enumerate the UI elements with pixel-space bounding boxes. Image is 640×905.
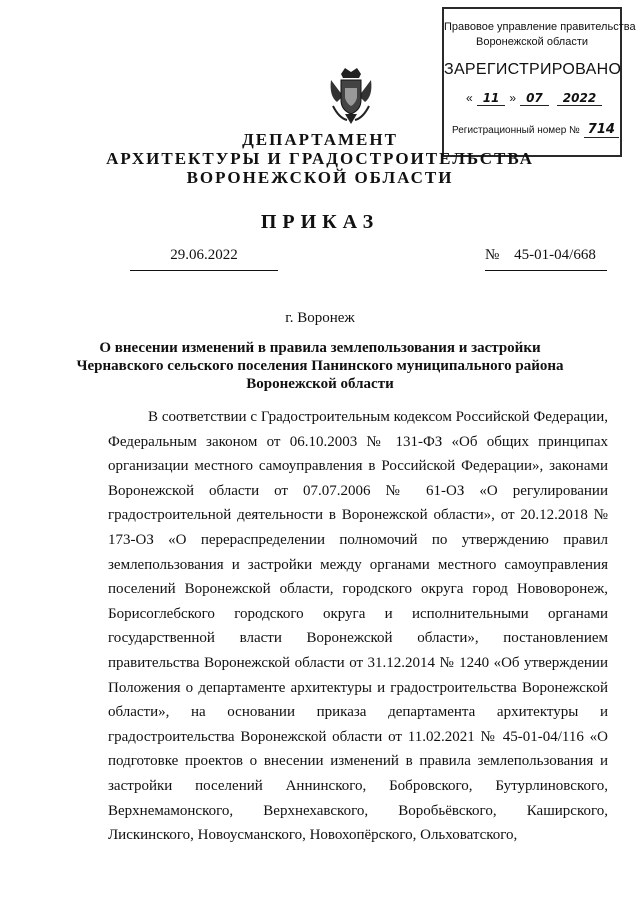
city: г. Воронеж xyxy=(285,310,355,326)
stamp-registered: ЗАРЕГИСТРИРОВАНО xyxy=(444,61,622,78)
stamp-date-day: 11 xyxy=(477,91,506,106)
department-header-line2: АРХИТЕКТУРЫ И ГРАДОСТРОИТЕЛЬСТВА xyxy=(106,149,534,168)
document-date: 29.06.2022 xyxy=(170,247,238,263)
department-header-line3: ВОРОНЕЖСКОЙ ОБЛАСТИ xyxy=(186,168,454,187)
number-underline xyxy=(485,270,607,271)
stamp-date: « 11 » 07 2022 xyxy=(466,91,606,106)
number-sign: № xyxy=(485,247,500,263)
document-body: В соответствии с Градостроительным кодексом Российской Федерации, Федеральным законом от 06.10.2003 № 131-ФЗ «Об общих принципах организации местного самоуправления в Российской Федерации», законами Воронежской области от 07.07.2006 № 61-ОЗ «О регулировании градостроительной деятельности в Воронежской области», от 20.12.2018 № 173-ОЗ «О перераспределении полномочий по утверждению правил землепользования и застройки между органами местного самоуправления поселений Воронежской области, городского округа город Нововоронеж, Борисоглебского городского округа и исполнительными органами государственной власти Воронежской области», постановлением правительства Воронежской области от 31.12.2014 № 1240 «Об утверждении Положения о департаменте архитектуры и градостроительства Воронежской области», на основании приказа департамента архитектуры и градостроительства Воронежской области от 11.02.2021 № 45-01-04/116 «О подготовке проектов о внесении изменений в правила землепользования и застройки поселений Аннинского, Бобровского, Бутурлиновского, Верхнемамонского, Верхнехавского, Воробьёвского, Каширского, Лискинского, Новоусманского, Новохопёрского, Ольховатского, xyxy=(108,409,608,844)
date-underline xyxy=(130,270,278,271)
stamp-number-value: 714 xyxy=(584,122,619,138)
document-number: 45-01-04/668 xyxy=(514,247,596,263)
document-type: ПРИКАЗ xyxy=(260,211,380,233)
coat-of-arms-icon xyxy=(327,66,375,128)
department-header-line1: ДЕПАРТАМЕНТ xyxy=(242,130,398,149)
stamp-date-year: 2022 xyxy=(557,91,602,106)
stamp-number-label: Регистрационный номер № xyxy=(452,125,580,136)
stamp-org-line2: Воронежской области xyxy=(475,36,588,48)
stamp-org-line1: Правовое управление правительства xyxy=(444,21,636,33)
stamp-date-month: 07 xyxy=(520,91,549,106)
document-title: О внесении изменений в правила землепользования и застройки Чернавского сельского поселения Панинского муниципального района Воронежской области xyxy=(76,340,564,392)
